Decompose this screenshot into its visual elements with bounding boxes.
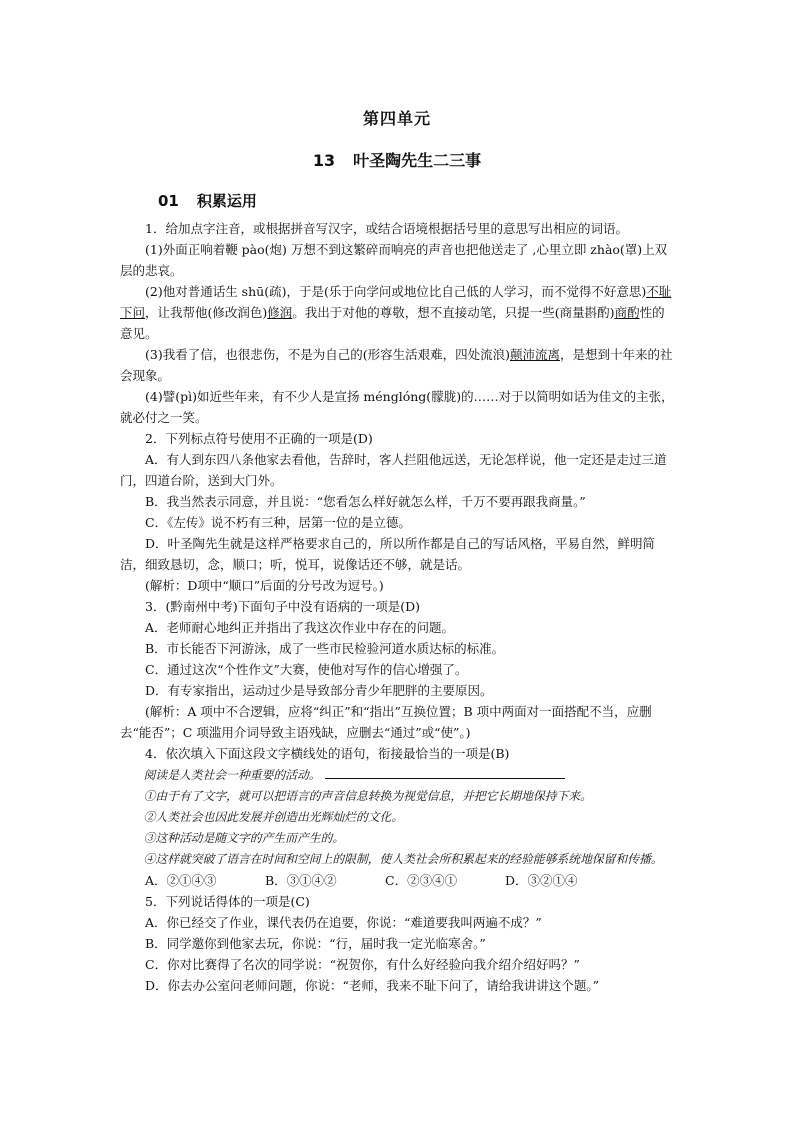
q4-blank <box>325 764 565 779</box>
q1-item-2-text-c: ，让我帮他(修改润色) <box>145 305 268 320</box>
q2-analysis: (解析：D项中“顺口”后面的分号改为逗号。) <box>145 578 384 593</box>
q3-analysis: (解析：A 项中不合逻辑，应将“纠正”和“指出”互换位置；B 项中两面对一面搭配不当，应删去“能否”；C 项滥用介词导致主语残缺，应删去“通过”或“使”。) <box>120 704 652 740</box>
q5-option-d: D．你去办公室问老师问题，你说：“老师，我来不耻下问了，请给我讲讲这个题。” <box>145 978 600 993</box>
q4-option-b: B．③①④② <box>265 873 337 888</box>
q2-option-b: B．我当然表示同意，并且说：“您看怎么样好就怎么样，千万不要再跟我商量。” <box>145 494 586 509</box>
q2-option-c: C．《左传》说不朽有三种，居第一位的是立德。 <box>145 515 411 530</box>
q1-stem: 1．给加点字注音，或根据拼音写汉字，或结合语境根据括号里的意思写出相应的词语。 <box>145 221 628 236</box>
question-body <box>120 218 676 996</box>
lesson-title: 叶圣陶先生二三事 <box>353 151 482 170</box>
q4-lead-line <box>120 764 676 786</box>
q4-lead: 阅读是人类社会一种重要的活动。 <box>143 768 321 782</box>
section-heading <box>158 190 257 211</box>
q5-option-a: A．你已经交了作业，课代表仍在追要，你说：“难道要我叫两遍不成？” <box>145 915 542 930</box>
q1-answer-buchixiawen: 不耻下问 <box>120 284 672 320</box>
q4-option-c: C．②③④① <box>385 873 458 888</box>
q1-item-2-text-g: 性的意见。 <box>120 305 665 341</box>
q5-option-c: C．你对比赛得了名次的同学说：“祝贺你，有什么好经验向我介绍介绍好吗？” <box>145 957 580 972</box>
section-title: 积累运用 <box>196 192 257 210</box>
q2-option-d: D．叶圣陶先生就是这样严格要求自己的，所以所作都是自己的写话风格，平易自然，鲜明简洁，细致恳切，念，顺口；听，悦耳，说像话还不够，就是话。 <box>120 536 656 572</box>
q5-stem: 5．下列说话得体的一项是(C) <box>145 894 310 909</box>
section-number: 01 <box>158 192 179 210</box>
q1-item-1: (1)外面正响着鞭 pào(炮) 万想不到这繁碎而响亮的声音也把他送走了 ,心里立即 zhào(罩)上双层的悲哀。 <box>120 242 668 278</box>
q2-stem: 2．下列标点符号使用不正确的一项是(D) <box>145 431 373 446</box>
lesson-number: 13 <box>312 151 336 170</box>
q1-item-3-text-c: ，是想到十年来的社会现象。 <box>120 347 673 383</box>
q4-option-d: D．③②①④ <box>505 873 578 888</box>
q1-item-2-text-a: (2)他对普通话生 shū(疏)，于是(乐于向学问或地位比自己低的人学习，而不觉得不好意思) <box>145 284 647 299</box>
q1-answer-shangzhuo: 商酌 <box>614 305 640 320</box>
q1-answer-dianpeiliuli: 颠沛流离 <box>509 347 560 362</box>
q2-option-a: A．有人到东四八条他家去看他，告辞时，客人拦阻他远送，无论怎样说，他一定还是走过三道门，四道台阶，送到大门外。 <box>120 452 667 488</box>
q1-answer-xiurun: 修润 <box>267 305 293 320</box>
q3-option-d: D．有专家指出，运动过少是导致部分青少年肥胖的主要原因。 <box>145 683 493 698</box>
unit-title: 第四单元 <box>362 109 431 128</box>
lesson-heading <box>0 148 794 171</box>
q1-item-4: (4)譬(pì)如近些年来，有不少人是宣扬 ménglóng(朦胧)的……对于以简明如话为佳文的主张，就必付之一笑。 <box>120 389 674 425</box>
q4-sentence-4: ④这样就突破了语言在时间和空间上的限制，使人类社会所积累起来的经验能够系统地保留和传播。 <box>143 852 663 866</box>
q3-option-a: A．老师耐心地纠正并指出了我这次作业中存在的问题。 <box>145 620 455 635</box>
q4-stem: 4．依次填入下面这段文字横线处的语句，衔接最恰当的一项是(B) <box>145 746 510 761</box>
q4-sentence-1: ①由于有了文字，就可以把语言的声音信息转换为视觉信息，并把它长期地保持下来。 <box>143 789 592 803</box>
q4-sentence-3: ③这种活动是随文字的产生而产生的。 <box>143 831 345 845</box>
q1-item-2-text-e: 。我出于对他的尊敬，想不直接动笔，只提一些(商量斟酌) <box>292 305 615 320</box>
q5-option-b: B．同学邀你到他家去玩，你说：“行，届时我一定光临寒舍。” <box>145 936 486 951</box>
q1-item-2 <box>120 281 676 344</box>
q1-item-3-text-a: (3)我看了信，也很悲伤，不是为自己的(形容生活艰难，四处流浪) <box>145 347 510 362</box>
q4-option-a: A．②①④③ <box>145 873 217 888</box>
q3-option-c: C．通过这次“个性作文”大赛，使他对写作的信心增强了。 <box>145 662 468 677</box>
q4-sentence-2: ②人类社会也因此发展并创造出光辉灿烂的文化。 <box>143 810 404 824</box>
q3-option-b: B．市长能否下河游泳，成了一些市民检验河道水质达标的标准。 <box>145 641 505 656</box>
q3-stem: 3．(黔南州中考)下面句子中没有语病的一项是(D) <box>145 599 420 614</box>
q1-item-3 <box>120 344 676 386</box>
q4-options <box>120 870 676 891</box>
